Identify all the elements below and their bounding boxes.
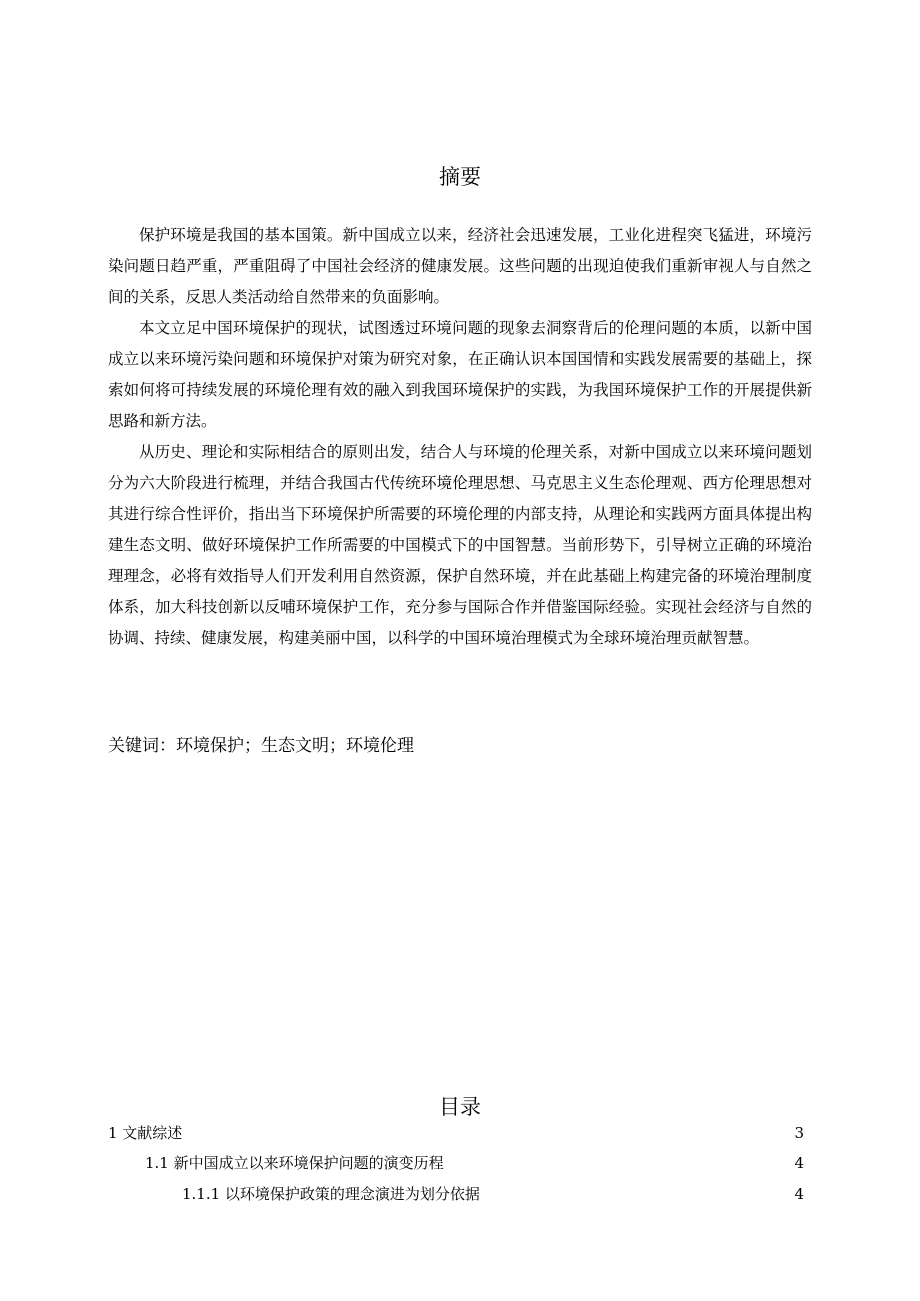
toc-entry-text: 1.1.1 以环境保护政策的理念演进为划分依据 xyxy=(182,1185,480,1203)
abstract-title: 摘要 xyxy=(439,165,481,189)
toc-title: 目录 xyxy=(439,1095,481,1119)
toc-entry-text: 1.1 新中国成立以来环境保护问题的演变历程 xyxy=(145,1154,444,1172)
toc-entry-level-3[interactable] xyxy=(108,1182,804,1206)
abstract-body xyxy=(108,220,812,654)
toc-entry-level-1[interactable] xyxy=(108,1121,804,1145)
toc-entry-page: 3 xyxy=(794,1124,804,1142)
toc-entry-page: 4 xyxy=(794,1185,804,1203)
keywords: 关键词：环境保护；生态文明；环境伦理 xyxy=(108,736,414,756)
abstract-paragraph-2: 本文立足中国环境保护的现状，试图透过环境问题的现象去洞察背后的伦理问题的本质，以新中国成立以来环境污染问题和环境保护对策为研究对象，在正确认识本国国情和实践发展需要的基础上，探索如何将可持续发展的环境伦理有效的融入到我国环境保护的实践，为我国环境保护工作的开展提供新思路和新方法。 xyxy=(108,319,812,430)
abstract-paragraph-3: 从历史、理论和实际相结合的原则出发，结合人与环境的伦理关系，对新中国成立以来环境问题划分为六大阶段进行梳理，并结合我国古代传统环境伦理思想、马克思主义生态伦理观、西方伦理思想对其进行综合性评价，指出当下环境保护所需要的环境伦理的内部支持，从理论和实践两方面具体提出构建生态文明、做好环境保护工作所需要的中国模式下的中国智慧。当前形势下，引导树立正确的环境治理理念，必将有效指导人们开发利用自然资源，保护自然环境，并在此基础上构建完备的环境治理制度体系，加大科技创新以反哺环境保护工作，充分参与国际合作并借鉴国际经验。实现社会经济与自然的协调、持续、健康发展，构建美丽中国，以科学的中国环境治理模式为全球环境治理贡献智慧。 xyxy=(108,443,812,647)
toc-entry-level-2[interactable] xyxy=(108,1151,804,1175)
toc-entry-text: 1 文献综述 xyxy=(108,1124,183,1142)
toc-entry-page: 4 xyxy=(794,1154,804,1172)
abstract-paragraph-1: 保护环境是我国的基本国策。新中国成立以来，经济社会迅速发展，工业化进程突飞猛进，环境污染问题日趋严重，严重阻碍了中国社会经济的健康发展。这些问题的出现迫使我们重新审视人与自然之间的关系，反思人类活动给自然带来的负面影响。 xyxy=(108,226,812,306)
